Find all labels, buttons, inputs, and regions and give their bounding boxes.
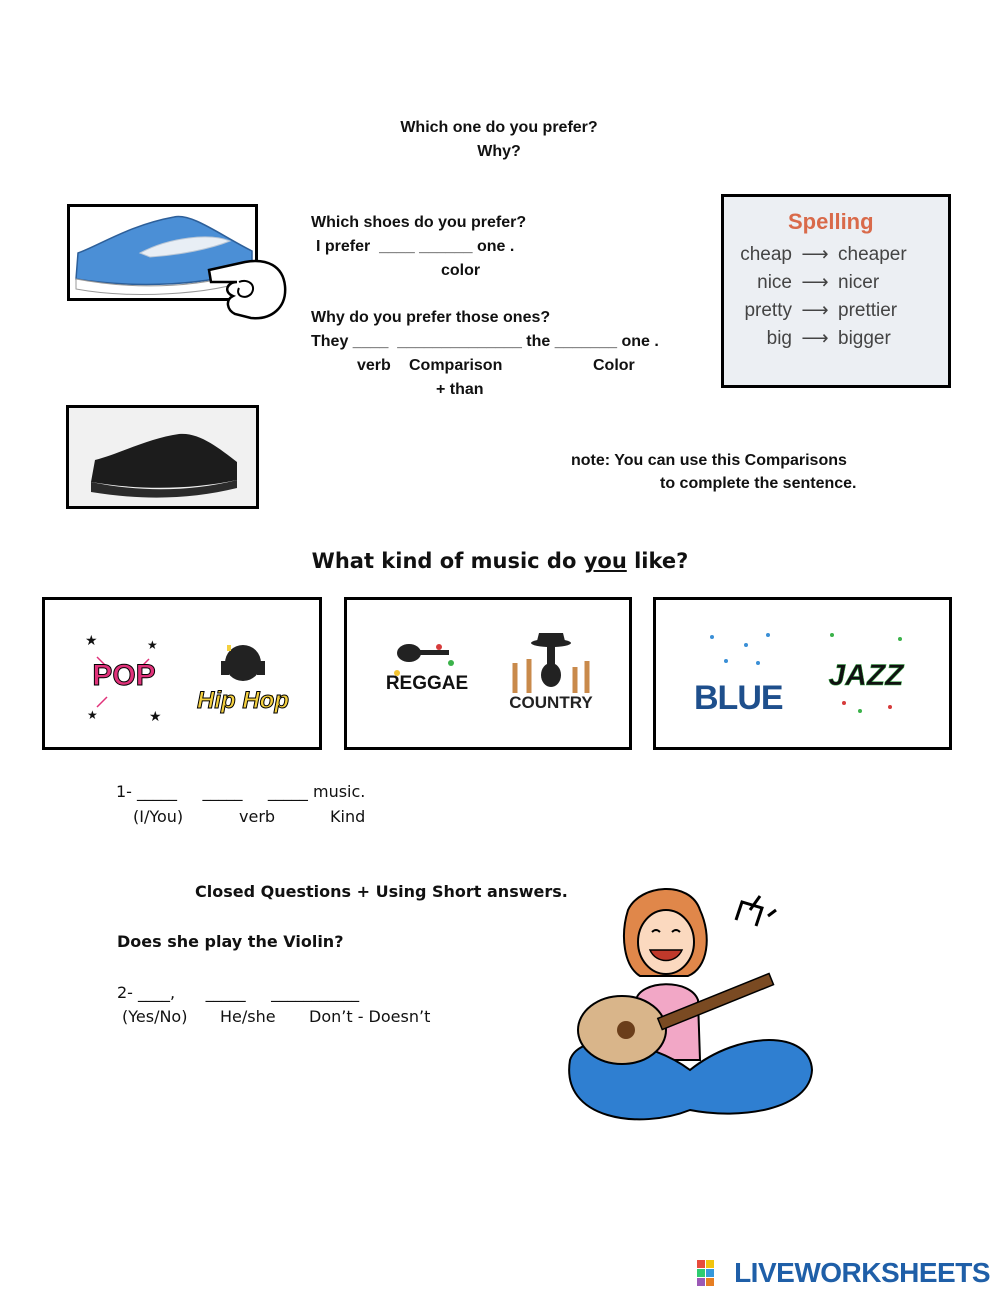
genre-box-reggae-country xyxy=(344,597,632,750)
arrow-icon: ⟶ xyxy=(801,300,829,321)
spelling-from: big xyxy=(766,328,792,349)
hiphop-label: Hip Hop xyxy=(197,687,289,714)
closed-questions-title: Closed Questions + Using Short answers. xyxy=(195,882,568,901)
spelling-to: nicer xyxy=(838,272,880,293)
music-title xyxy=(300,549,700,573)
pop-label: POP xyxy=(92,659,156,692)
violin-question: Does she play the Violin? xyxy=(117,932,344,951)
girl-playing-guitar-image xyxy=(540,880,840,1160)
note-line-2: to complete the sentence. xyxy=(660,475,857,492)
hiphop-genre-image[interactable] xyxy=(197,625,289,725)
spelling-to: prettier xyxy=(838,300,898,321)
prefer-answer-line[interactable]: I prefer ____ ______ one . xyxy=(316,238,515,255)
than-label: + than xyxy=(436,381,484,398)
header-question: Which one do you prefer? xyxy=(400,119,598,136)
q1-i-you-label: (I/You) xyxy=(133,807,184,826)
arrow-icon: ⟶ xyxy=(801,328,829,349)
spelling-to: cheaper xyxy=(838,244,907,265)
spelling-from: pretty xyxy=(744,300,792,321)
spelling-box xyxy=(721,194,951,388)
spelling-to: bigger xyxy=(838,328,891,349)
genre-box-blues-jazz xyxy=(653,597,952,750)
black-shoe-image xyxy=(66,405,259,509)
why-question: Why do you prefer those ones? xyxy=(311,309,551,326)
verb-label: verb xyxy=(357,357,391,374)
liveworksheets-logo-icon xyxy=(697,1260,723,1286)
blues-label: BLUE xyxy=(694,679,783,717)
spelling-list xyxy=(730,241,942,353)
they-answer-line[interactable]: They ____ ______________ the _______ one . xyxy=(311,333,659,350)
genre-box-pop-hiphop xyxy=(42,597,322,750)
reggae-label: REGGAE xyxy=(385,673,469,694)
jazz-genre-image[interactable] xyxy=(820,623,912,723)
pointing-hand-icon xyxy=(205,252,290,327)
q2-dont-doesnt-label: Don’t - Doesn’t xyxy=(309,1007,431,1026)
color-label: color xyxy=(441,262,481,279)
q1-kind-label: Kind xyxy=(330,807,366,826)
jazz-label: JAZZ xyxy=(828,659,904,692)
country-label: COUNTRY xyxy=(509,693,593,712)
music-title-post: like? xyxy=(626,549,689,573)
blues-genre-image[interactable] xyxy=(692,623,784,723)
music-title-pre: What kind of music do xyxy=(311,549,584,573)
note-line-1: note: You can use this Comparisons xyxy=(571,452,847,469)
liveworksheets-logo: LIVEWORKSHEETS xyxy=(734,1257,990,1288)
arrow-icon: ⟶ xyxy=(801,272,829,293)
reggae-genre-image[interactable] xyxy=(381,623,473,723)
spelling-title: Spelling xyxy=(788,209,874,234)
svg-text:★: ★ xyxy=(149,708,162,724)
color-label-2: Color xyxy=(593,357,635,374)
header-why: Why? xyxy=(477,143,521,160)
q2-yes-no-label: (Yes/No) xyxy=(122,1007,188,1026)
comparison-label: Comparison xyxy=(409,357,503,374)
q2-answer-line[interactable]: 2- ____, _____ ___________ xyxy=(117,983,360,1002)
svg-text:★: ★ xyxy=(85,632,98,648)
arrow-icon: ⟶ xyxy=(801,244,829,265)
music-title-you: you xyxy=(583,549,627,573)
q1-verb-label: verb xyxy=(239,807,276,826)
q1-answer-line[interactable]: 1- _____ _____ _____ music. xyxy=(116,782,366,801)
spelling-from: nice xyxy=(757,272,792,293)
svg-text:★: ★ xyxy=(87,708,98,722)
q2-he-she-label: He/she xyxy=(220,1007,276,1026)
pop-genre-image[interactable] xyxy=(77,627,169,727)
country-genre-image[interactable] xyxy=(505,623,597,723)
svg-text:★: ★ xyxy=(147,638,158,652)
prefer-question: Which shoes do you prefer? xyxy=(311,214,527,231)
spelling-from: cheap xyxy=(740,244,792,265)
